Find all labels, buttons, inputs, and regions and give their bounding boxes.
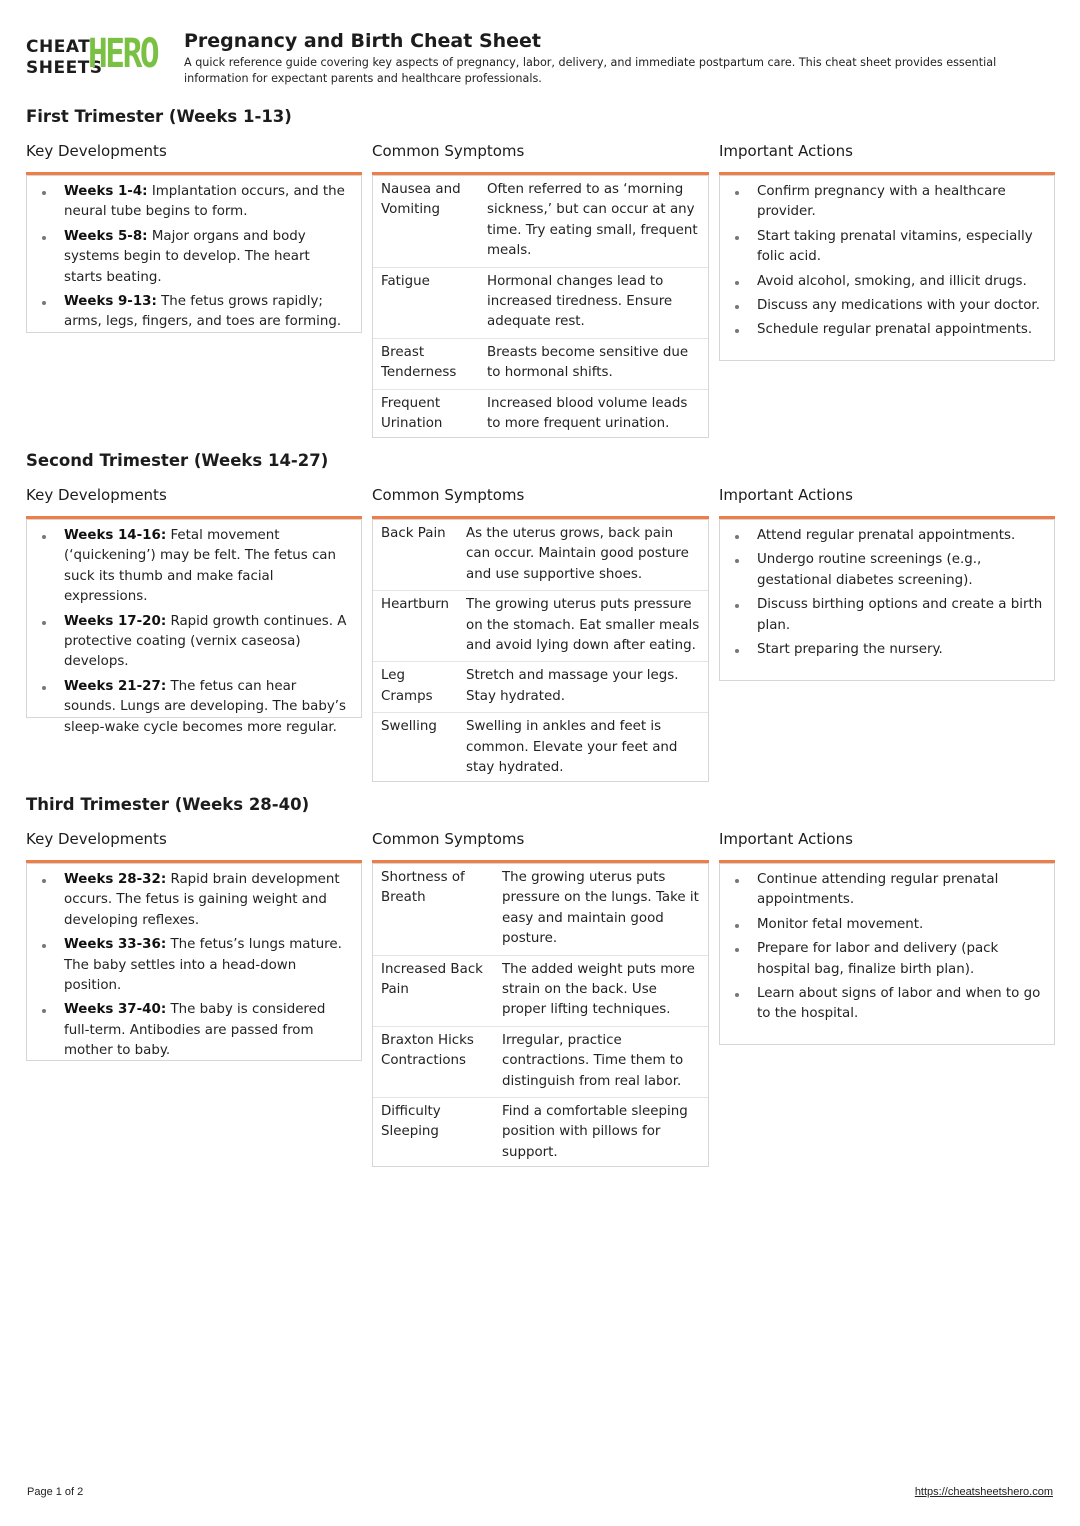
list-item: Schedule regular prenatal appointments. xyxy=(757,320,1044,340)
table-row: Braxton Hicks Contractions Irregular, practice contractions. Time them to distinguish from real labor. xyxy=(373,1026,708,1097)
list-item: Learn about signs of labor and when to go to the hospital. xyxy=(757,984,1044,1025)
developments-card xyxy=(26,864,362,1061)
col-head-important-actions: Important Actions xyxy=(719,830,853,848)
symptoms-table xyxy=(373,176,708,439)
list-item: Weeks 33-36: The fetus’s lungs mature. The baby settles into a head-down position. xyxy=(64,935,351,996)
developments-card xyxy=(26,520,362,735)
table-row: Shortness of Breath The growing uterus puts pressure on the lungs. Take it easy and maintain good posture. xyxy=(373,864,708,955)
list-item: Undergo routine screenings (e.g., gestational diabetes screening). xyxy=(757,550,1044,591)
list-item: Monitor fetal movement. xyxy=(757,915,1044,935)
col-head-important-actions: Important Actions xyxy=(719,486,853,504)
page-subtitle: A quick reference guide covering key aspects of pregnancy, labor, delivery, and immediate postpartum care. This cheat sheet provides essential information for expectant parents and healthcare professionals. xyxy=(184,56,997,85)
list-item: Weeks 21-27: The fetus can hear sounds. Lungs are developing. The baby’s sleep-wake cycle becomes more regular. xyxy=(64,677,351,738)
table-row: Leg Cramps Stretch and massage your legs. Stay hydrated. xyxy=(373,662,708,713)
list-item: Continue attending regular prenatal appointments. xyxy=(757,870,1044,911)
table-row: Breast Tenderness Breasts become sensitive due to hormonal shifts. xyxy=(373,338,708,389)
col-head-important-actions: Important Actions xyxy=(719,142,853,160)
logo-hero-text: HERO xyxy=(88,31,158,77)
list-item: Prepare for labor and delivery (pack hospital bag, finalize birth plan). xyxy=(757,939,1044,980)
table-row: Swelling Swelling in ankles and feet is common. Elevate your feet and stay hydrated. xyxy=(381,719,678,776)
section-title-first-trimester: First Trimester (Weeks 1-13) xyxy=(26,107,292,126)
list-item: Weeks 28-32: Rapid brain development occurs. The fetus is gaining weight and developing reflexes. xyxy=(64,870,351,931)
list-item: Start taking prenatal vitamins, especially folic acid. xyxy=(757,227,1044,268)
list-item: Avoid alcohol, smoking, and illicit drugs. xyxy=(757,272,1044,292)
table-row: Nausea and Vomiting Often referred to as ‘morning sickness,’ but can occur at any time. Try eating small, frequent meals. xyxy=(373,176,708,267)
col-head-common-symptoms: Common Symptoms xyxy=(372,830,525,848)
table-row: Increased Back Pain The added weight puts more strain on the back. Use proper lifting techniques. xyxy=(373,955,708,1026)
list-item: Weeks 14-16: Fetal movement (‘quickening’) may be felt. The fetus can suck its thumb and make facial expressions. xyxy=(64,526,351,608)
col-head-key-developments: Key Developments xyxy=(26,486,167,504)
table-row: Frequent Urination Increased blood volume leads to more frequent urination. xyxy=(381,395,688,432)
actions-card xyxy=(719,520,1055,681)
list-item: Weeks 1-4: Implantation occurs, and the neural tube begins to form. xyxy=(64,182,351,223)
list-item: Weeks 9-13: The fetus grows rapidly; arms, legs, fingers, and toes are forming. xyxy=(64,292,351,333)
list-item: Confirm pregnancy with a healthcare provider. xyxy=(757,182,1044,223)
col-head-key-developments: Key Developments xyxy=(26,142,167,160)
symptoms-table xyxy=(373,864,708,1168)
symptoms-card xyxy=(372,864,709,1167)
logo-text: CHEAT SHEETS xyxy=(26,37,103,78)
symptoms-table xyxy=(373,520,708,783)
table-row: Heartburn The growing uterus puts pressure on the stomach. Eat smaller meals and avoid lying down after eating. xyxy=(373,591,708,662)
developments-card xyxy=(26,176,362,333)
actions-card xyxy=(719,176,1055,361)
section-title-second-trimester: Second Trimester (Weeks 14-27) xyxy=(26,451,329,470)
site-link[interactable]: https://cheatsheetshero.com xyxy=(914,1486,1053,1498)
page-title: Pregnancy and Birth Cheat Sheet xyxy=(184,30,542,52)
list-item: Weeks 17-20: Rapid growth continues. A protective coating (vernix caseosa) develops. xyxy=(64,612,351,673)
symptoms-card xyxy=(372,176,709,438)
table-row: Back Pain As the uterus grows, back pain can occur. Maintain good posture and use supportive shoes. xyxy=(373,520,708,591)
list-item: Discuss any medications with your doctor. xyxy=(757,296,1044,316)
table-row: Fatigue Hormonal changes lead to increased tiredness. Ensure adequate rest. xyxy=(373,267,708,338)
page-number: Page 1 of 2 xyxy=(27,1486,84,1498)
list-item: Weeks 5-8: Major organs and body systems begin to develop. The heart starts beating. xyxy=(64,227,351,288)
table-row: Difficulty Sleeping Find a comfortable sleeping position with pillows for support. xyxy=(381,1104,688,1160)
col-head-common-symptoms: Common Symptoms xyxy=(372,142,525,160)
symptoms-card xyxy=(372,520,709,782)
section-title-third-trimester: Third Trimester (Weeks 28-40) xyxy=(26,795,310,814)
cheatsheetshero-logo[interactable] xyxy=(26,31,171,80)
list-item: Attend regular prenatal appointments. xyxy=(757,526,1044,546)
col-head-common-symptoms: Common Symptoms xyxy=(372,486,525,504)
list-item: Discuss birthing options and create a birth plan. xyxy=(757,595,1044,636)
list-item: Weeks 37-40: The baby is considered full-term. Antibodies are passed from mother to baby. xyxy=(64,1000,351,1061)
list-item: Start preparing the nursery. xyxy=(757,640,1044,660)
actions-card xyxy=(719,864,1055,1045)
col-head-key-developments: Key Developments xyxy=(26,830,167,848)
page-header xyxy=(26,30,1056,90)
